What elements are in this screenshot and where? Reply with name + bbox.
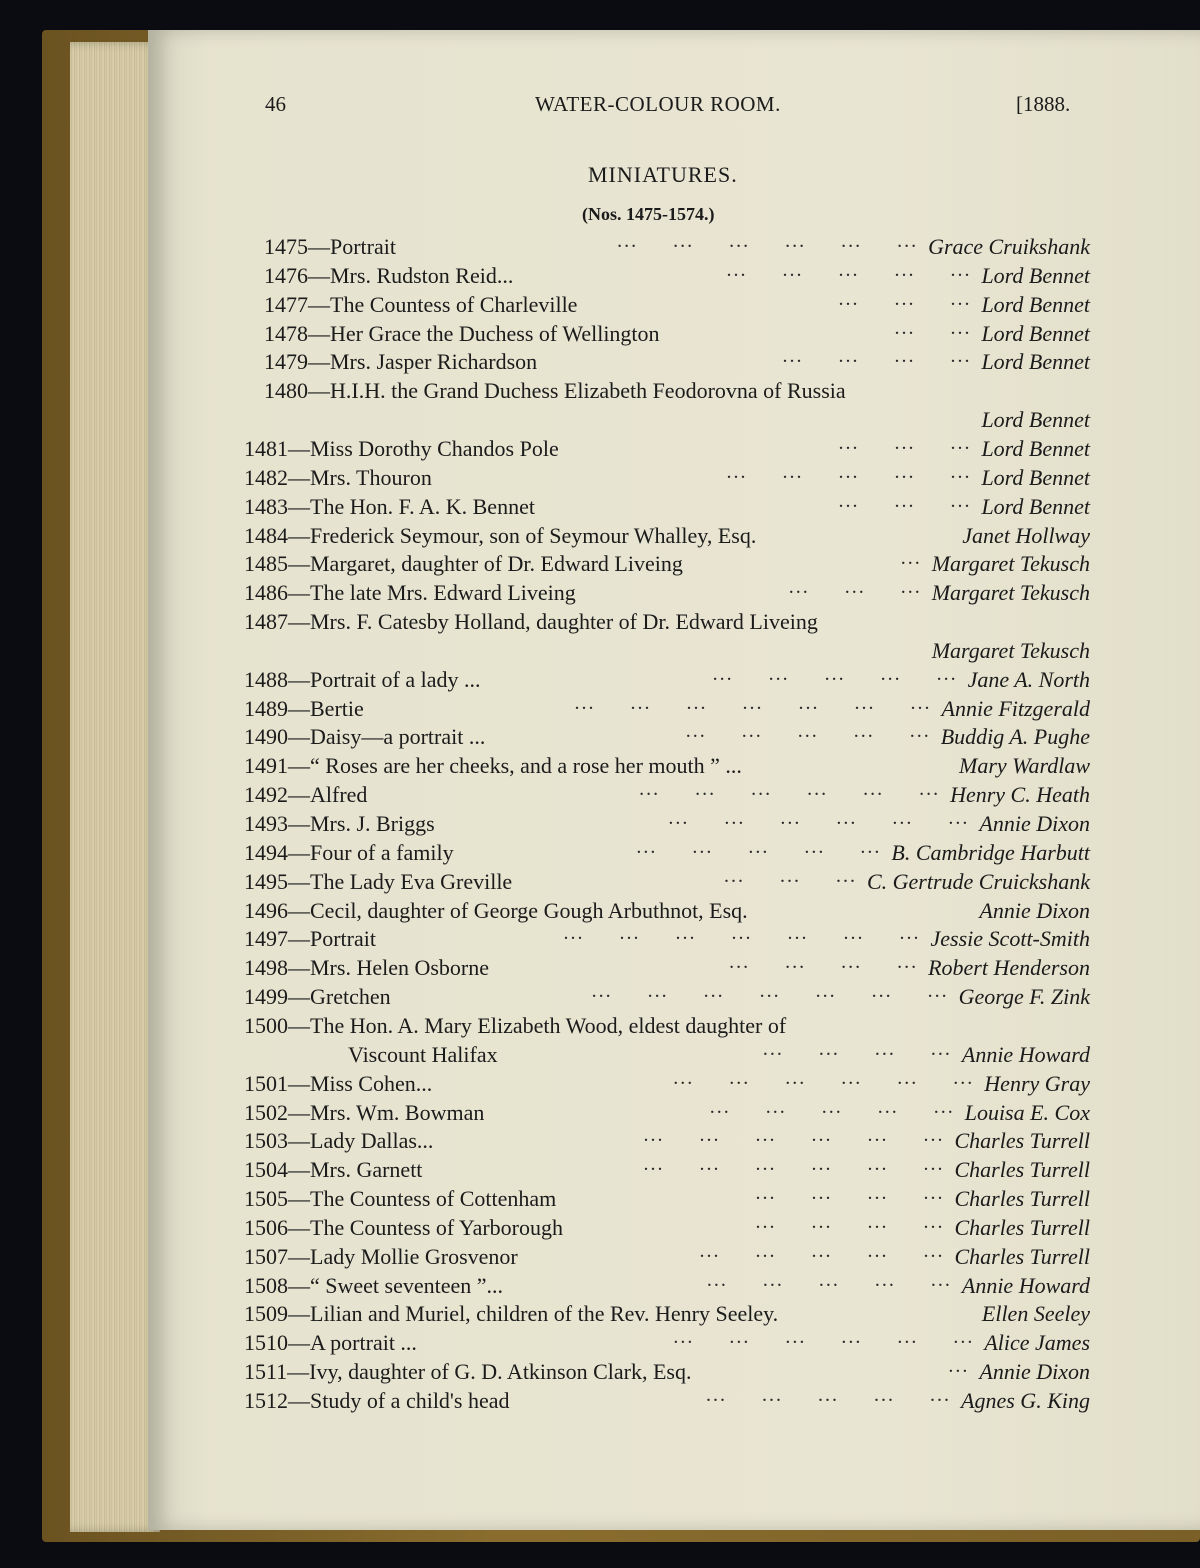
- entry-title: 1494—Four of a family: [244, 839, 454, 865]
- entry-title: 1483—The Hon. F. A. K. Bennet: [244, 493, 535, 519]
- list-item: [244, 1268, 1090, 1300]
- list-item: [244, 720, 1090, 751]
- entry-artist: Lord Bennet: [981, 407, 1090, 433]
- entry-artist: Charles Turrell: [954, 1243, 1090, 1269]
- entry-title: 1480—H.I.H. the Grand Duchess Elizabeth Feodorovna of Russia: [264, 378, 846, 404]
- entry-artist: Lord Bennet: [981, 291, 1090, 317]
- entry-artist: Grace Cruikshank: [928, 234, 1090, 259]
- leader-dots: ... ... ... ...: [755, 1210, 945, 1233]
- list-item: [244, 637, 1090, 665]
- entry-title: 1495—The Lady Eva Greville: [244, 868, 513, 894]
- entry-artist: C. Gertrude Cruickshank: [866, 868, 1090, 894]
- entry-title: 1481—Miss Dorothy Chandos Pole: [244, 435, 559, 461]
- leader-dots: ... ... ... ... ... ...: [673, 1326, 975, 1349]
- list-item: [244, 489, 1090, 521]
- leader-dots: ... ... ... ... ...: [726, 460, 972, 483]
- leader-dots: ... ... ...: [723, 864, 857, 887]
- leader-dots: ... ... ... ...: [782, 345, 972, 368]
- entry-artist: Annie Howard: [961, 1272, 1090, 1298]
- entry-artist: Lord Bennet: [981, 435, 1090, 461]
- entry-title: 1485—Margaret, daughter of Dr. Edward Liveing: [244, 551, 683, 577]
- page-number: 46: [265, 92, 286, 116]
- entry-title: 1477—The Countess of Charleville: [264, 291, 578, 317]
- entry-title: 1497—Portrait: [244, 926, 376, 952]
- entry-artist: Ellen Seeley: [981, 1301, 1090, 1327]
- entry-artist: Margaret Tekusch: [931, 580, 1090, 606]
- entry-artist: Charles Turrell: [954, 1128, 1090, 1154]
- list-item: [244, 922, 1090, 953]
- leader-dots: ... ... ... ...: [729, 951, 919, 974]
- entry-title: 1493—Mrs. J. Briggs: [244, 811, 435, 836]
- entry-title: Viscount Halifax: [348, 1041, 498, 1067]
- entry-title: 1487—Mrs. F. Catesby Holland, daughter of Dr. Edward Liveing: [244, 609, 818, 635]
- entry-artist: Annie Fitzgerald: [941, 695, 1090, 721]
- leader-dots: ... ... ... ... ... ...: [668, 807, 970, 829]
- leader-dots: ... ...: [894, 316, 972, 339]
- entry-artist: Lord Bennet: [981, 349, 1090, 375]
- entry-artist: Charles Turrell: [954, 1186, 1090, 1212]
- entry-title: 1507—Lady Mollie Grosvenor: [244, 1243, 518, 1269]
- leader-dots: ... ... ... ...: [755, 1182, 945, 1205]
- entry-artist: Charles Turrell: [954, 1214, 1090, 1240]
- entry-title: 1501—Miss Cohen...: [244, 1070, 433, 1096]
- year-label: [1888.: [1016, 92, 1071, 116]
- entry-artist: Margaret Tekusch: [931, 637, 1090, 663]
- entry-title: 1510—A portrait ...: [244, 1330, 417, 1356]
- list-item: [244, 835, 1090, 867]
- entry-title: 1488—Portrait of a lady ...: [244, 666, 481, 692]
- leader-dots: ... ... ... ... ...: [685, 720, 931, 743]
- entry-title: 1509—Lilian and Muriel, children of the Rev. Henry Seeley.: [244, 1301, 779, 1327]
- entry-title: 1499—Gretchen: [244, 984, 391, 1010]
- list-item: [244, 1384, 1090, 1415]
- leader-dots: ... ... ... ...: [762, 1037, 952, 1060]
- list-item: [264, 377, 1090, 405]
- entry-artist: B. Cambridge Harbutt: [891, 839, 1090, 865]
- section-title: MINIATURES.: [588, 162, 738, 187]
- entry-artist: Alice James: [984, 1330, 1090, 1356]
- entry-title: 1511—Ivy, daughter of G. D. Atkinson Clark, Esq.: [244, 1359, 692, 1385]
- entry-title: 1476—Mrs. Rudston Reid...: [264, 262, 514, 288]
- leader-dots: ... ... ...: [838, 287, 972, 310]
- entry-title: 1502—Mrs. Wm. Bowman: [244, 1099, 485, 1125]
- entry-title: 1486—The late Mrs. Edward Liveing: [244, 580, 576, 606]
- entry-artist: Mary Wardlaw: [959, 753, 1090, 779]
- leader-dots: ... ... ... ... ... ... ...: [563, 922, 921, 945]
- entry-title: 1482—Mrs. Thouron: [244, 464, 432, 490]
- list-item: [244, 1182, 1090, 1213]
- leader-dots: ... ... ... ... ...: [706, 1384, 952, 1406]
- leader-dots: ... ... ... ... ... ...: [643, 1153, 945, 1176]
- entry-title: 1491—“ Roses are her cheeks, and a rose her mouth ” ...: [244, 753, 742, 779]
- entry-title: 1484—Frederick Seymour, son of Seymour Whalley, Esq.: [244, 522, 757, 548]
- list-item: [244, 608, 1090, 636]
- leader-dots: ... ... ... ... ... ...: [643, 1124, 945, 1147]
- list-item: [264, 345, 1090, 376]
- entry-artist: Lord Bennet: [981, 262, 1090, 288]
- entry-title: 1498—Mrs. Helen Osborne: [244, 955, 490, 981]
- entry-title: 1504—Mrs. Garnett: [244, 1157, 423, 1183]
- list-item: [244, 864, 1090, 896]
- entry-artist: Louisa E. Cox: [964, 1099, 1090, 1125]
- entry-artist: Agnes G. King: [961, 1388, 1090, 1413]
- list-item: [244, 1066, 1090, 1098]
- entry-title: 1508—“ Sweet seventeen ”...: [244, 1272, 504, 1298]
- list-item: [244, 1012, 1090, 1040]
- list-item: [244, 1355, 1090, 1386]
- leader-dots: ...: [900, 547, 922, 570]
- entry-title: 1506—The Countess of Yarborough: [244, 1214, 563, 1240]
- entry-artist: Henry Gray: [984, 1070, 1090, 1096]
- leader-dots: ... ... ...: [838, 489, 972, 512]
- leader-dots: ... ... ... ... ...: [699, 1239, 945, 1262]
- entry-title: 1500—The Hon. A. Mary Elizabeth Wood, eldest daughter of: [244, 1012, 787, 1038]
- list-item: [244, 522, 1090, 550]
- leader-dots: ... ... ... ... ...: [636, 835, 882, 858]
- entry-title: 1475—Portrait: [264, 234, 396, 259]
- leader-dots: ... ... ... ... ...: [709, 1095, 955, 1118]
- leader-dots: ... ... ... ... ...: [712, 662, 958, 685]
- entry-artist: Lord Bennet: [981, 320, 1090, 346]
- list-item: [244, 547, 1090, 578]
- entry-artist: Margaret Tekusch: [931, 551, 1090, 577]
- entry-artist: Jessie Scott-Smith: [930, 926, 1090, 952]
- entry-artist: Henry C. Heath: [950, 782, 1090, 808]
- entry-title: 1478—Her Grace the Duchess of Wellington: [264, 320, 660, 346]
- leader-dots: ... ... ... ... ... ...: [673, 1066, 975, 1089]
- list-item: [244, 980, 1090, 1011]
- entry-artist: Annie Howard: [961, 1041, 1090, 1067]
- entry-title: 1492—Alfred: [244, 782, 368, 808]
- list-item: [244, 576, 1090, 607]
- entry-artist: Janet Hollway: [962, 522, 1090, 548]
- entry-artist: George F. Zink: [958, 984, 1090, 1010]
- leader-dots: ... ... ... ... ...: [726, 258, 972, 281]
- list-item: [244, 1239, 1090, 1271]
- list-item: [244, 1210, 1090, 1242]
- entry-title: 1479—Mrs. Jasper Richardson: [264, 349, 538, 375]
- entry-artist: Jane A. North: [967, 666, 1090, 692]
- entry-artist: Lord Bennet: [981, 493, 1090, 519]
- entry-title: 1503—Lady Dallas...: [244, 1128, 434, 1154]
- leader-dots: ... ... ...: [788, 576, 922, 599]
- leader-dots: ... ... ... ... ... ... ...: [591, 980, 949, 1003]
- entry-title: 1490—Daisy—a portrait ...: [244, 724, 486, 750]
- section-range: (Nos. 1475-1574.): [582, 204, 715, 224]
- running-title: WATER-COLOUR ROOM.: [535, 92, 781, 116]
- entry-artist: Annie Dixon: [979, 897, 1090, 923]
- entry-title: 1496—Cecil, daughter of George Gough Arbuthnot, Esq.: [244, 897, 748, 923]
- entry-title: 1512—Study of a child's head: [244, 1388, 510, 1413]
- entry-title: 1489—Bertie: [244, 695, 364, 721]
- entry-title: 1505—The Countess of Cottenham: [244, 1186, 557, 1212]
- entry-artist: Annie Dixon: [979, 1359, 1090, 1385]
- entry-artist: Lord Bennet: [981, 464, 1090, 490]
- entry-artist: Buddig A. Pughe: [940, 724, 1090, 750]
- entry-artist: Charles Turrell: [954, 1157, 1090, 1183]
- leader-dots: ...: [948, 1355, 970, 1378]
- leader-dots: ... ... ... ... ... ... ...: [574, 691, 932, 714]
- entry-artist: Robert Henderson: [928, 955, 1090, 981]
- leader-dots: ... ... ... ... ... ...: [617, 230, 919, 252]
- list-item: [244, 1153, 1090, 1184]
- list-item: [244, 691, 1090, 723]
- leader-dots: ... ... ... ... ...: [706, 1268, 952, 1291]
- leader-dots: ... ... ...: [838, 431, 972, 454]
- entry-artist: Annie Dixon: [979, 811, 1090, 836]
- leader-dots: ... ... ... ... ... ...: [639, 778, 941, 801]
